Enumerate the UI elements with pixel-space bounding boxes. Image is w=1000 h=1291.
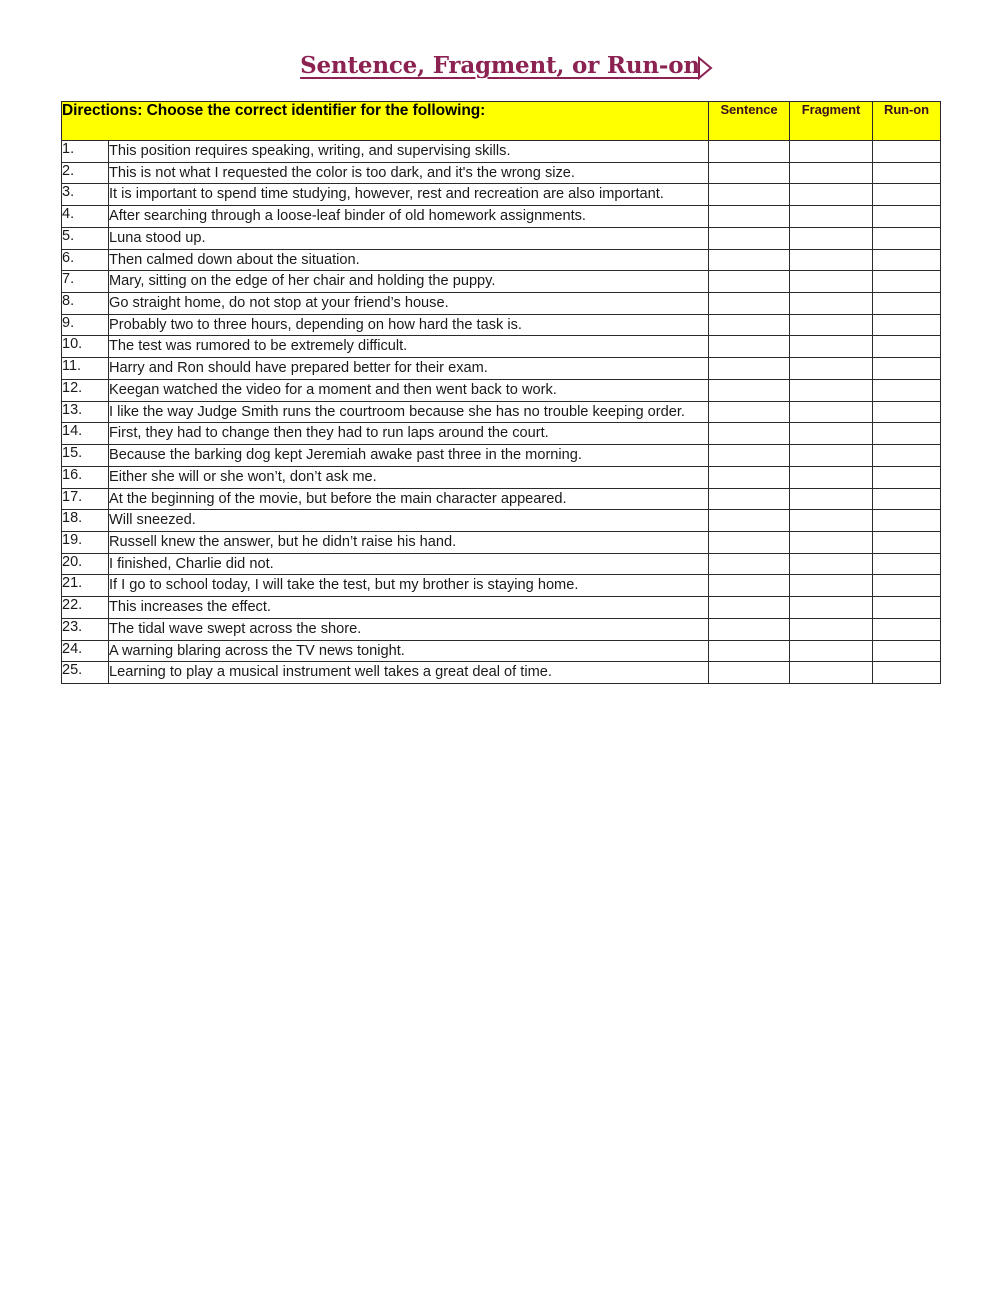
row-number: 22. xyxy=(62,597,109,619)
answer-cell-runon[interactable] xyxy=(873,423,941,445)
answer-cell-sentence[interactable] xyxy=(709,597,790,619)
answer-cell-runon[interactable] xyxy=(873,293,941,315)
row-number: 17. xyxy=(62,488,109,510)
answer-cell-runon[interactable] xyxy=(873,184,941,206)
title-inner xyxy=(300,52,700,79)
row-number: 8. xyxy=(62,293,109,315)
question-text: First, they had to change then they had to run laps around the court. xyxy=(109,423,709,445)
question-text: Because the barking dog kept Jeremiah awake past three in the morning. xyxy=(109,445,709,467)
question-text: A warning blaring across the TV news tonight. xyxy=(109,640,709,662)
row-number: 4. xyxy=(62,206,109,228)
question-text: Luna stood up. xyxy=(109,227,709,249)
row-number: 14. xyxy=(62,423,109,445)
answer-cell-fragment[interactable] xyxy=(790,640,873,662)
row-number: 6. xyxy=(62,249,109,271)
answer-cell-fragment[interactable] xyxy=(790,271,873,293)
answer-cell-runon[interactable] xyxy=(873,162,941,184)
row-number: 18. xyxy=(62,510,109,532)
answer-cell-runon[interactable] xyxy=(873,466,941,488)
row-number: 1. xyxy=(62,141,109,163)
column-header-fragment: Fragment xyxy=(790,102,873,141)
answer-cell-runon[interactable] xyxy=(873,531,941,553)
answer-cell-sentence[interactable] xyxy=(709,488,790,510)
question-text: This position requires speaking, writing, and supervising skills. xyxy=(109,141,709,163)
answer-cell-fragment[interactable] xyxy=(790,293,873,315)
row-number: 13. xyxy=(62,401,109,423)
worksheet-table xyxy=(61,101,941,684)
answer-cell-runon[interactable] xyxy=(873,249,941,271)
table-row xyxy=(62,314,941,336)
table-row xyxy=(62,184,941,206)
table-row xyxy=(62,575,941,597)
answer-cell-fragment[interactable] xyxy=(790,575,873,597)
question-text: After searching through a loose-leaf binder of old homework assignments. xyxy=(109,206,709,228)
question-text: Mary, sitting on the edge of her chair and holding the puppy. xyxy=(109,271,709,293)
question-text: Russell knew the answer, but he didn’t raise his hand. xyxy=(109,531,709,553)
answer-cell-fragment[interactable] xyxy=(790,662,873,684)
table-row xyxy=(62,401,941,423)
answer-cell-sentence[interactable] xyxy=(709,445,790,467)
answer-cell-sentence[interactable] xyxy=(709,271,790,293)
answer-cell-fragment[interactable] xyxy=(790,206,873,228)
answer-cell-sentence[interactable] xyxy=(709,162,790,184)
table-row xyxy=(62,662,941,684)
row-number: 2. xyxy=(62,162,109,184)
answer-cell-sentence[interactable] xyxy=(709,141,790,163)
answer-cell-sentence[interactable] xyxy=(709,531,790,553)
answer-cell-fragment[interactable] xyxy=(790,618,873,640)
question-text: I like the way Judge Smith runs the courtroom because she has no trouble keeping order. xyxy=(109,401,709,423)
answer-cell-runon[interactable] xyxy=(873,401,941,423)
answer-cell-runon[interactable] xyxy=(873,227,941,249)
answer-cell-fragment[interactable] xyxy=(790,488,873,510)
question-text: Probably two to three hours, depending on how hard the task is. xyxy=(109,314,709,336)
answer-cell-runon[interactable] xyxy=(873,445,941,467)
answer-cell-fragment[interactable] xyxy=(790,510,873,532)
table-row xyxy=(62,423,941,445)
table-header-row xyxy=(62,102,941,141)
answer-cell-fragment[interactable] xyxy=(790,184,873,206)
row-number: 24. xyxy=(62,640,109,662)
question-text: The test was rumored to be extremely difficult. xyxy=(109,336,709,358)
row-number: 11. xyxy=(62,358,109,380)
answer-cell-runon[interactable] xyxy=(873,488,941,510)
question-text: It is important to spend time studying, however, rest and recreation are also important. xyxy=(109,184,709,206)
row-number: 23. xyxy=(62,618,109,640)
row-number: 9. xyxy=(62,314,109,336)
question-text: Keegan watched the video for a moment and then went back to work. xyxy=(109,379,709,401)
answer-cell-sentence[interactable] xyxy=(709,227,790,249)
answer-cell-runon[interactable] xyxy=(873,206,941,228)
answer-cell-runon[interactable] xyxy=(873,358,941,380)
row-number: 25. xyxy=(62,662,109,684)
answer-cell-sentence[interactable] xyxy=(709,423,790,445)
column-header-sentence: Sentence xyxy=(709,102,790,141)
question-text: At the beginning of the movie, but before the main character appeared. xyxy=(109,488,709,510)
answer-cell-sentence[interactable] xyxy=(709,401,790,423)
row-number: 12. xyxy=(62,379,109,401)
answer-cell-fragment[interactable] xyxy=(790,401,873,423)
table-row xyxy=(62,141,941,163)
answer-cell-fragment[interactable] xyxy=(790,553,873,575)
answer-cell-sentence[interactable] xyxy=(709,358,790,380)
question-text: This increases the effect. xyxy=(109,597,709,619)
answer-cell-sentence[interactable] xyxy=(709,510,790,532)
answer-cell-runon[interactable] xyxy=(873,379,941,401)
answer-cell-fragment[interactable] xyxy=(790,358,873,380)
question-text: Go straight home, do not stop at your friend’s house. xyxy=(109,293,709,315)
answer-cell-runon[interactable] xyxy=(873,553,941,575)
answer-cell-fragment[interactable] xyxy=(790,162,873,184)
table-row xyxy=(62,206,941,228)
question-text: The tidal wave swept across the shore. xyxy=(109,618,709,640)
question-text: Either she will or she won’t, don’t ask me. xyxy=(109,466,709,488)
answer-cell-runon[interactable] xyxy=(873,271,941,293)
answer-cell-fragment[interactable] xyxy=(790,336,873,358)
answer-cell-sentence[interactable] xyxy=(709,293,790,315)
answer-cell-fragment[interactable] xyxy=(790,423,873,445)
row-number: 20. xyxy=(62,553,109,575)
table-row xyxy=(62,271,941,293)
table-row xyxy=(62,640,941,662)
answer-cell-fragment[interactable] xyxy=(790,445,873,467)
row-number: 16. xyxy=(62,466,109,488)
answer-cell-sentence[interactable] xyxy=(709,379,790,401)
table-row xyxy=(62,531,941,553)
row-number: 21. xyxy=(62,575,109,597)
row-number: 19. xyxy=(62,531,109,553)
answer-cell-sentence[interactable] xyxy=(709,249,790,271)
answer-cell-runon[interactable] xyxy=(873,618,941,640)
row-number: 7. xyxy=(62,271,109,293)
question-text: Harry and Ron should have prepared better for their exam. xyxy=(109,358,709,380)
page-title xyxy=(0,52,1000,79)
answer-cell-fragment[interactable] xyxy=(790,314,873,336)
answer-cell-sentence[interactable] xyxy=(709,206,790,228)
answer-cell-runon[interactable] xyxy=(873,575,941,597)
column-header-runon: Run-on xyxy=(873,102,941,141)
answer-cell-fragment[interactable] xyxy=(790,249,873,271)
answer-cell-sentence[interactable] xyxy=(709,336,790,358)
answer-cell-sentence[interactable] xyxy=(709,662,790,684)
table-row xyxy=(62,597,941,619)
answer-cell-sentence[interactable] xyxy=(709,184,790,206)
answer-cell-runon[interactable] xyxy=(873,141,941,163)
answer-cell-sentence[interactable] xyxy=(709,640,790,662)
table-row xyxy=(62,445,941,467)
answer-cell-runon[interactable] xyxy=(873,510,941,532)
answer-cell-sentence[interactable] xyxy=(709,314,790,336)
question-text: This is not what I requested the color is too dark, and it's the wrong size. xyxy=(109,162,709,184)
question-text: I finished, Charlie did not. xyxy=(109,553,709,575)
answer-cell-runon[interactable] xyxy=(873,662,941,684)
table-row xyxy=(62,358,941,380)
answer-cell-runon[interactable] xyxy=(873,314,941,336)
answer-cell-sentence[interactable] xyxy=(709,575,790,597)
question-text: Then calmed down about the situation. xyxy=(109,249,709,271)
table-row xyxy=(62,249,941,271)
answer-cell-sentence[interactable] xyxy=(709,553,790,575)
answer-cell-fragment[interactable] xyxy=(790,597,873,619)
table-row xyxy=(62,293,941,315)
question-text: Learning to play a musical instrument well takes a great deal of time. xyxy=(109,662,709,684)
answer-cell-fragment[interactable] xyxy=(790,141,873,163)
answer-cell-fragment[interactable] xyxy=(790,379,873,401)
answer-cell-sentence[interactable] xyxy=(709,618,790,640)
answer-cell-fragment[interactable] xyxy=(790,531,873,553)
table-row xyxy=(62,553,941,575)
row-number: 15. xyxy=(62,445,109,467)
answer-cell-runon[interactable] xyxy=(873,336,941,358)
page-title-text: Sentence, Fragment, or Run-on xyxy=(300,52,700,79)
table-row xyxy=(62,336,941,358)
table-row xyxy=(62,618,941,640)
table-row xyxy=(62,510,941,532)
answer-cell-fragment[interactable] xyxy=(790,466,873,488)
table-row xyxy=(62,227,941,249)
answer-cell-runon[interactable] xyxy=(873,640,941,662)
question-text: Will sneezed. xyxy=(109,510,709,532)
table-body xyxy=(62,141,941,684)
answer-cell-fragment[interactable] xyxy=(790,227,873,249)
row-number: 5. xyxy=(62,227,109,249)
table-row xyxy=(62,466,941,488)
directions-cell: Directions: Choose the correct identifier for the following: xyxy=(62,102,709,141)
row-number: 10. xyxy=(62,336,109,358)
table-row xyxy=(62,162,941,184)
answer-cell-runon[interactable] xyxy=(873,597,941,619)
table-row xyxy=(62,488,941,510)
answer-cell-sentence[interactable] xyxy=(709,466,790,488)
row-number: 3. xyxy=(62,184,109,206)
table-row xyxy=(62,379,941,401)
question-text: If I go to school today, I will take the test, but my brother is staying home. xyxy=(109,575,709,597)
